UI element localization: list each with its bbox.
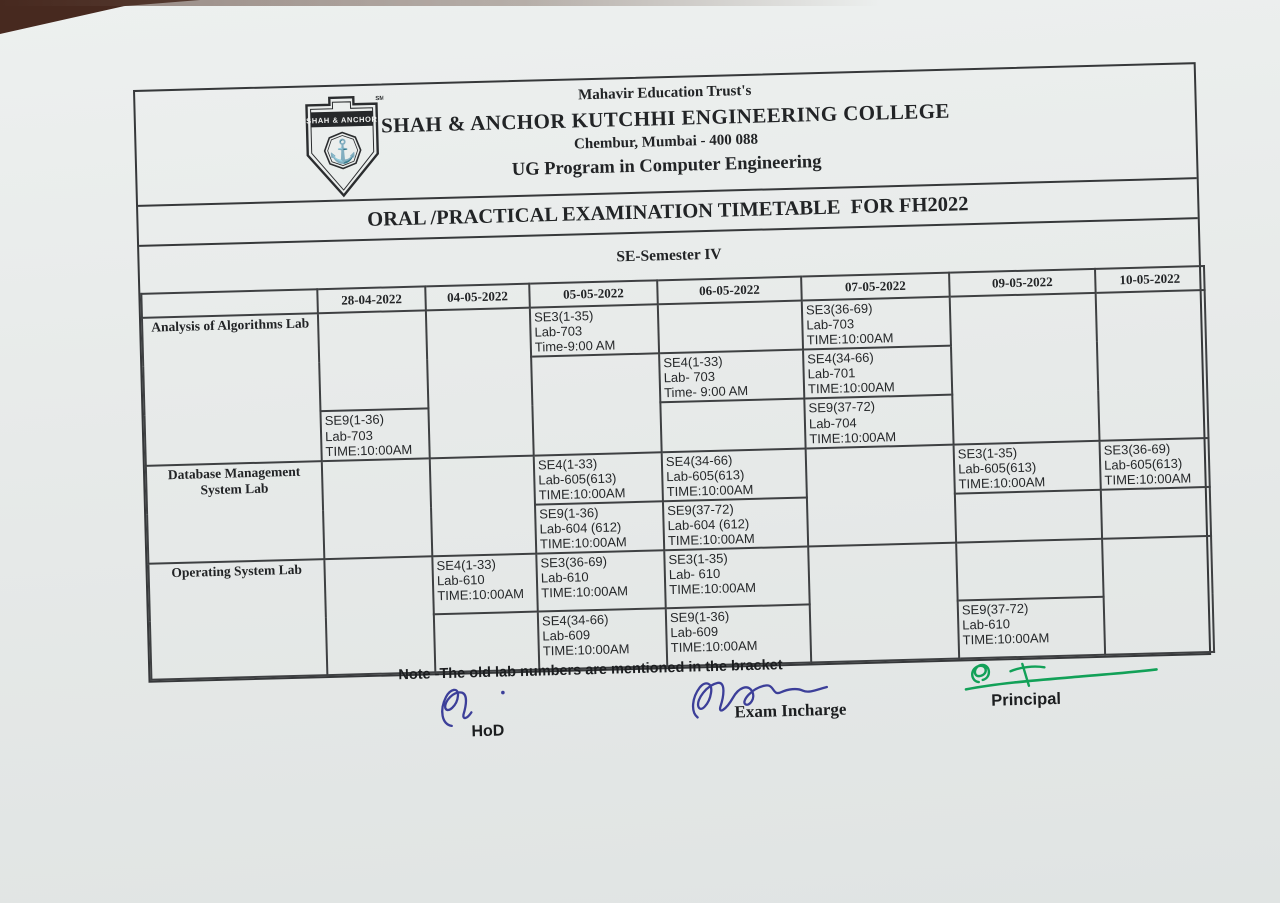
subject-label: Operating System Lab	[148, 559, 327, 680]
timetable-cell-empty	[318, 310, 429, 411]
date-header: 28-04-2022	[317, 286, 426, 313]
exam-slot: SE9(37-72) Lab-704 TIME:10:00AM	[808, 399, 897, 447]
exam-slot: SE9(1-36) Lab-703 TIME:10:00AM	[324, 412, 413, 459]
svg-text:SHAH & ANCHOR: SHAH & ANCHOR	[306, 114, 378, 126]
exam-slot: SE3(1-35) Lab- 610 TIME:10:00AM	[668, 550, 757, 598]
timetable-cell	[666, 605, 811, 667]
timetable-cell-empty	[950, 293, 1100, 444]
photo-top-edge-shadow	[0, 0, 880, 6]
timetable-cell	[663, 497, 808, 550]
exam-title: ORAL /PRACTICAL EXAMINATION TIMETABLE FOR FH2022	[366, 192, 969, 231]
exam-slot: SE3(36-69) Lab-605(613) TIME:10:00AM	[1103, 440, 1192, 488]
timetable-cell	[1100, 438, 1210, 490]
date-header: 04-05-2022	[425, 284, 530, 311]
exam-slot: SE4(1-33) Lab-610 TIME:10:00AM	[436, 556, 525, 604]
exam-slot: SE3(1-35) Lab-605(613) TIME:10:00AM	[957, 444, 1046, 492]
exam-slot: SE9(37-72) Lab-604 (612) TIME:10:00AM	[666, 501, 755, 549]
semester-label: SE-Semester IV	[616, 245, 722, 266]
svg-text:⚓: ⚓	[328, 139, 358, 165]
timetable-cell-empty	[660, 399, 805, 452]
timetable-cell	[954, 441, 1101, 494]
timetable	[140, 265, 1215, 684]
signature-exam-incharge	[685, 672, 896, 723]
timetable-cell	[530, 304, 659, 357]
timetable-cell	[802, 297, 951, 350]
timetable-cell-empty	[1096, 290, 1209, 441]
hod-label: HoD	[471, 722, 505, 741]
signature-principal	[960, 655, 1171, 711]
timetable-cell-empty	[955, 490, 1102, 543]
signature-hod	[435, 681, 546, 742]
trust-name: Mahavir Education Trust's	[577, 82, 752, 104]
timetable-cell	[958, 597, 1105, 659]
exam-slot: SE4(1-33) Lab-605(613) TIME:10:00AM	[537, 455, 626, 503]
subject-label: Database Management System Lab	[146, 461, 325, 564]
timetable-cell-empty	[658, 301, 803, 354]
timetable-cell-empty	[426, 308, 534, 458]
timetable-cell	[662, 448, 807, 501]
footnote: Note -The old lab numbers are mentioned in the bracket	[398, 657, 783, 684]
exam-slot: SE4(34-66) Lab-605(613) TIME:10:00AM	[665, 452, 754, 500]
exam-slot: SE3(1-35) Lab-703 Time-9:00 AM	[533, 308, 616, 355]
timetable-cell	[432, 554, 537, 615]
principal-label: Principal	[991, 689, 1062, 710]
subject-label: Analysis of Algorithms Lab	[142, 313, 322, 465]
exam-slot: SE4(34-66) Lab-701 TIME:10:00AM	[807, 349, 895, 397]
timetable-cell-empty	[806, 444, 957, 546]
college-name: SHAH & ANCHOR KUTCHHI ENGINEERING COLLEGE	[380, 98, 951, 138]
paper-sheet	[133, 62, 1214, 741]
exam-slot: SE4(1-33) Lab- 703 Time- 9:00 AM	[663, 353, 749, 401]
timetable-cell-empty	[808, 543, 959, 663]
timetable-cell	[535, 501, 664, 554]
timetable-cell-empty	[956, 539, 1103, 601]
college-logo	[301, 93, 386, 204]
timetable-cell	[534, 452, 663, 505]
date-header: 07-05-2022	[801, 273, 950, 301]
timetable-cell	[664, 547, 809, 609]
svg-text:SM: SM	[375, 95, 385, 103]
exam-incharge-label: Exam Incharge	[734, 699, 847, 722]
timetable-cell-empty	[430, 455, 537, 556]
timetable-cell-empty	[531, 354, 662, 456]
college-address: Chembur, Mumbai - 400 088	[573, 131, 759, 153]
timetable-cell-empty	[1101, 487, 1211, 539]
exam-slot: SE3(36-69) Lab-703 TIME:10:00AM	[805, 300, 894, 348]
exam-slot: SE9(1-36) Lab-609 TIME:10:00AM	[669, 608, 758, 656]
date-header: 10-05-2022	[1095, 266, 1205, 293]
timetable-cell	[803, 346, 952, 399]
timetable-cell-empty	[322, 458, 433, 559]
shield-anchor-icon	[301, 93, 386, 199]
document-border-box	[133, 62, 1211, 683]
timetable-cell	[320, 409, 429, 461]
timetable-cell	[804, 395, 953, 448]
date-header: 09-05-2022	[949, 269, 1096, 297]
date-header: 05-05-2022	[529, 280, 658, 307]
timetable-cell	[536, 550, 665, 611]
program-name: UG Program in Computer Engineering	[511, 152, 822, 181]
date-header: 06-05-2022	[657, 277, 802, 305]
college-header-text	[135, 64, 1196, 191]
timetable-cell-empty	[1102, 536, 1214, 655]
exam-slot: SE4(34-66) Lab-609 TIME:10:00AM	[541, 611, 630, 659]
exam-slot: SE9(1-36) Lab-604 (612) TIME:10:00AM	[539, 504, 627, 552]
exam-slot: SE3(36-69) Lab-610 TIME:10:00AM	[540, 553, 629, 601]
timetable-cell-empty	[324, 556, 435, 675]
timetable-cell	[659, 350, 804, 403]
exam-slot: SE9(37-72) Lab-610 TIME:10:00AM	[961, 600, 1050, 648]
